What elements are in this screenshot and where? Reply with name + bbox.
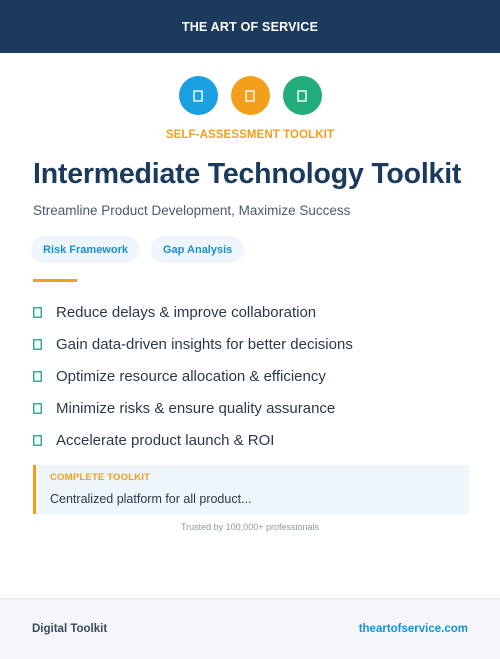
brand-name: THE ART OF SERVICE (181, 19, 319, 34)
benefit-text: Accelerate product launch & ROI (56, 431, 275, 449)
green-badge-icon (283, 76, 322, 115)
list-item (33, 424, 353, 456)
tag-risk-framework[interactable]: Risk Framework (31, 236, 140, 263)
tag-gap-analysis[interactable]: Gap Analysis (151, 236, 244, 263)
tag-list (31, 236, 244, 263)
footer (0, 598, 500, 659)
complete-toolkit-callout[interactable] (33, 465, 469, 514)
footer-label: Digital Toolkit (32, 623, 108, 635)
callout-description: Centralized platform for all product... (50, 492, 252, 506)
benefit-list (33, 296, 353, 456)
orange-badge-icon (231, 76, 270, 115)
check-box-icon (33, 339, 42, 350)
page-title: Intermediate Technology Toolkit (33, 158, 462, 190)
list-item (33, 360, 353, 392)
icon-row (0, 76, 500, 115)
benefit-text: Minimize risks & ensure quality assurance (56, 399, 336, 417)
check-box-icon (33, 435, 42, 446)
benefit-text: Gain data-driven insights for better decisions (56, 335, 353, 353)
accent-divider (33, 279, 77, 282)
benefit-text: Reduce delays & improve collaboration (56, 303, 317, 321)
callout-label: COMPLETE TOOLKIT (50, 472, 151, 483)
toolkit-kicker: SELF-ASSESSMENT TOOLKIT (165, 129, 335, 141)
check-box-icon (33, 403, 42, 414)
benefit-text: Optimize resource allocation & efficiency (56, 367, 326, 385)
list-item (33, 392, 353, 424)
website-link[interactable]: theartofservice.com (358, 623, 468, 635)
trust-note: Trusted by 100,000+ professionals (180, 522, 319, 532)
list-item (33, 328, 353, 360)
top-banner (0, 0, 500, 53)
page-subtitle: Streamline Product Development, Maximize Success (33, 203, 351, 218)
check-box-icon (33, 307, 42, 318)
check-box-icon (33, 371, 42, 382)
blue-badge-icon (179, 76, 218, 115)
list-item (33, 296, 353, 328)
